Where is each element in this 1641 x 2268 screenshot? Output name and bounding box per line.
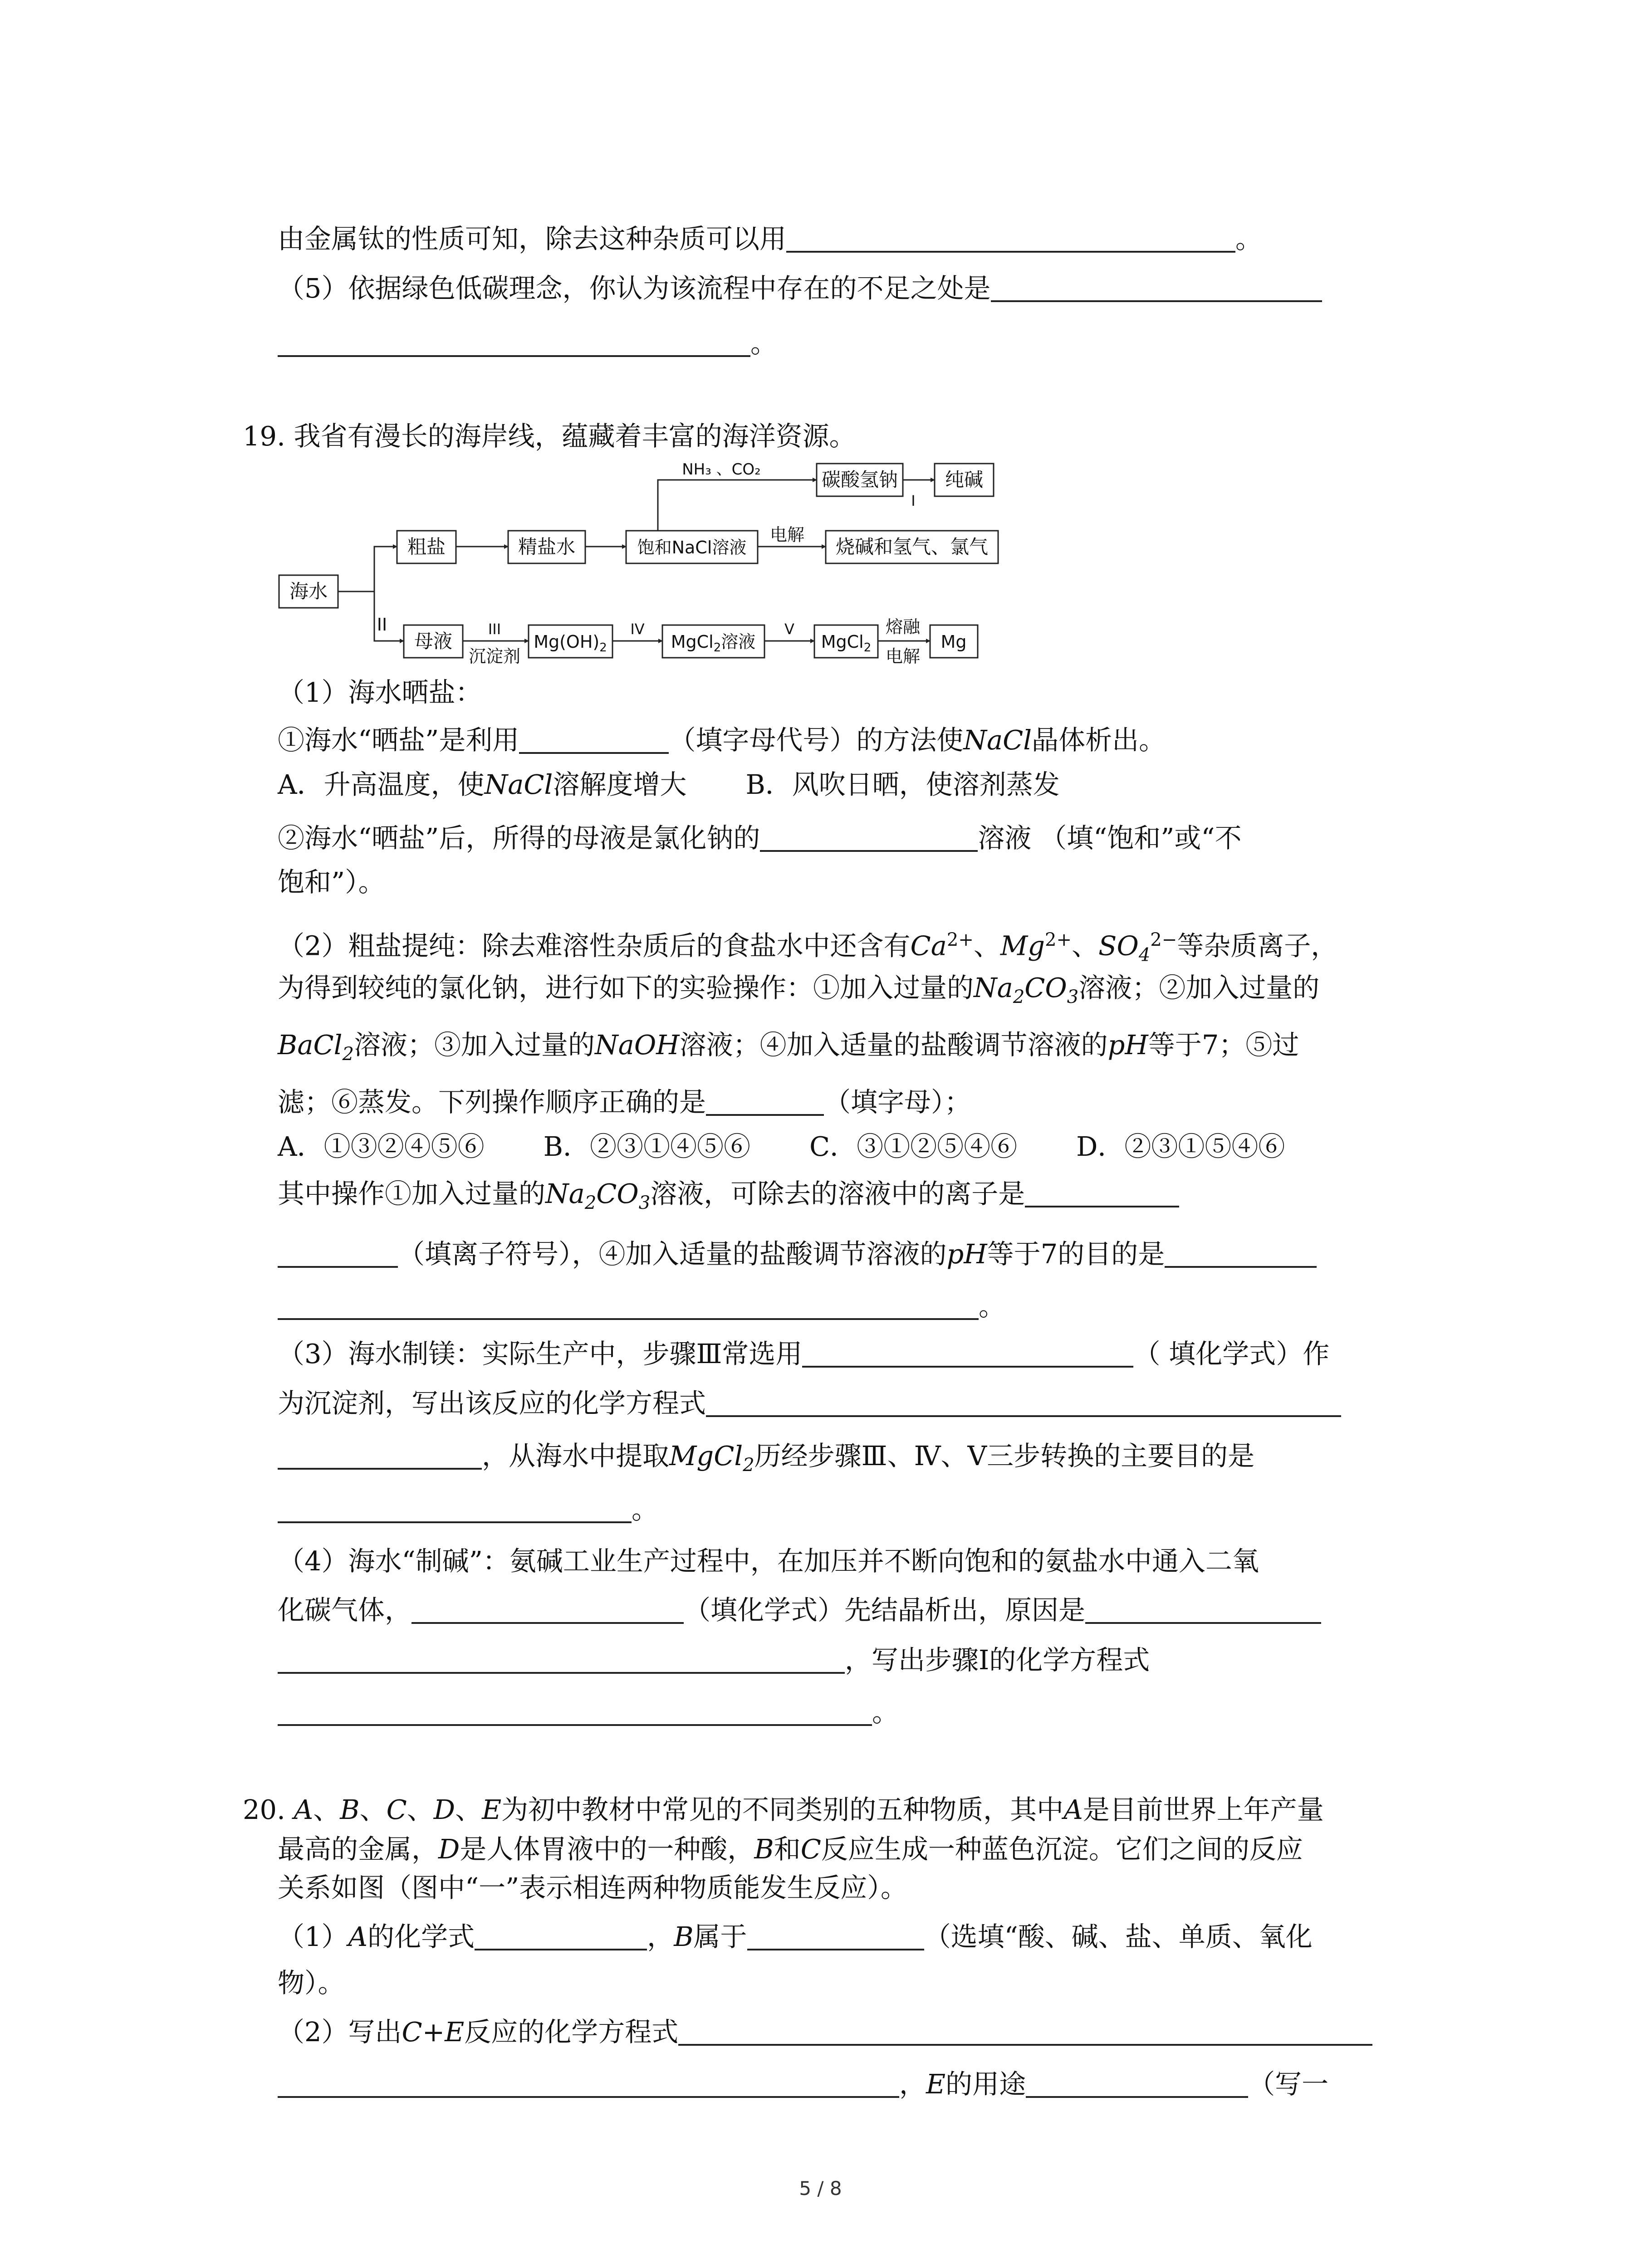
page-number: 5 / 8 <box>799 2177 842 2200</box>
label-step-2: II <box>377 615 387 635</box>
q20-line-3: 关系如图（图中“一”表示相连两种物质能发生反应）。 <box>278 1872 907 1903</box>
seawater-flow-diagram <box>277 458 1025 671</box>
q19-p1-q1: ①海水“晒盐”是利用 （填字母代号）的方法使NaCl晶体析出。 <box>278 724 1166 756</box>
option-b: B．风吹日晒，使溶剂蒸发 <box>745 769 1060 800</box>
answer-blank[interactable] <box>278 1440 482 1470</box>
option-b: B．②③①④⑤⑥ <box>543 1131 750 1162</box>
q19-p2-line-1: （2）粗盐提纯：除去难溶性杂质后的食盐水中还含有$Ca^{2+}$、$Mg^{2+}$、$SO_4^{2-}$等杂质离子， <box>278 929 1338 966</box>
label-saturated-nacl: 饱和NaCl溶液 <box>637 538 747 557</box>
answer-blank[interactable] <box>747 1921 924 1950</box>
answer-blank[interactable] <box>1165 1238 1317 1268</box>
q19-p3-line-3: ，从海水中提取MgCl$_2$历经步骤Ⅲ、Ⅳ、Ⅴ三步转换的主要目的是 <box>278 1438 1254 1483</box>
option-a: A．升高温度，使NaCl溶解度增大 <box>278 769 687 800</box>
answer-blank[interactable] <box>278 1290 979 1320</box>
answer-blank[interactable] <box>475 1921 647 1950</box>
label-mg: Mg <box>941 632 967 652</box>
label-melt: 熔融 <box>885 617 921 637</box>
q18-line-2 <box>278 270 1322 307</box>
answer-blank[interactable] <box>678 2016 1372 2046</box>
q18-text: 由金属钛的性质可知，除去这种杂质可以用 <box>278 223 787 254</box>
label-brine: 精盐水 <box>518 536 576 558</box>
option-a: A．①③②④⑤⑥ <box>278 1131 485 1162</box>
answer-blank[interactable] <box>278 1644 845 1674</box>
label-step-3: III <box>488 621 501 638</box>
label-bicarbonate: 碳酸氢钠 <box>821 469 898 491</box>
q19-p2-line-8: 。 <box>278 1288 1005 1325</box>
answer-blank[interactable] <box>706 1086 824 1116</box>
label-crude-salt: 粗盐 <box>407 536 446 558</box>
q18-sub-5: （5）依据绿色低碳理念，你认为该流程中存在的不足之处是 <box>278 273 991 304</box>
q19-p4-line-2: 化碳气体， （填化学式）先结晶析出，原因是 <box>278 1592 1321 1628</box>
answer-blank[interactable] <box>278 327 750 357</box>
answer-blank[interactable] <box>278 1696 872 1726</box>
q19-p2-line-3: BaCl$_2$溶液；③加入过量的NaOH溶液；④加入适量的盐酸调节溶液的pH等于7；⑤过 <box>278 1029 1299 1065</box>
q19-p1-options <box>278 767 1060 803</box>
q19-p4-line-1: （4）海水“制碱”：氨碱工业生产过程中，在加压并不断向饱和的氨盐水中通入二氧 <box>278 1545 1259 1577</box>
label-mgcl2-solution: MgCl$_2$溶液 <box>671 632 756 655</box>
q20-p2-line-1: （2）写出C+E反应的化学方程式 <box>278 2014 1372 2050</box>
answer-blank[interactable] <box>278 2068 899 2098</box>
q19-p3-line-2: 为沉淀剂，写出该反应的化学方程式 <box>278 1385 1341 1422</box>
q20-p1-line-2: 物）。 <box>278 1967 345 1999</box>
q19-p2-line-4: 滤；⑥蒸发。下列操作顺序正确的是 （填字母）； <box>278 1086 971 1118</box>
answer-blank[interactable] <box>278 1238 398 1268</box>
answer-blank[interactable] <box>278 1493 632 1523</box>
label-seawater: 海水 <box>289 580 328 602</box>
label-step-5: V <box>784 621 794 638</box>
q18-line-3: 。 <box>278 325 777 362</box>
q19-p2-options <box>278 1129 1285 1165</box>
answer-blank[interactable] <box>1085 1594 1321 1624</box>
q19-p1-q2: ②海水“晒盐”后，所得的母液是氯化钠的 溶液 （填“饱和”或“不 <box>278 822 1242 854</box>
answer-blank[interactable] <box>519 724 669 754</box>
q20-p1-line-1: （1）A的化学式 ，B属于 （选填“酸、碱、盐、单质、氧化 <box>278 1921 1313 1952</box>
q19-p2-line-2: 为得到较纯的氯化钠，进行如下的实验操作：①加入过量的$Na_2CO_3$溶液；②加入过量的 <box>278 972 1320 1007</box>
q20-p2-line-2: ，E的用途 （写一 <box>278 2066 1328 2102</box>
q19-p2-line-6: 其中操作①加入过量的$Na_2CO_3$溶液，可除去的溶液中的离子是 <box>278 1176 1179 1221</box>
label-nh3-co2: NH₃ 、CO₂ <box>682 460 761 479</box>
label-mgoh2: $Mg(OH)_2$ <box>534 632 607 655</box>
answer-blank[interactable] <box>1026 2068 1248 2098</box>
q19-p4-line-4: 。 <box>278 1694 899 1730</box>
answer-blank[interactable] <box>802 1338 1133 1368</box>
q19-p3-line-1: （3）海水制镁：实际生产中，步骤Ⅲ常选用 （ 填化学式）作 <box>278 1338 1330 1369</box>
label-melt-electrolysis: 电解 <box>885 646 921 666</box>
q19-p1-q2-cont: 饱和”）。 <box>278 866 385 898</box>
label-mother-liquor: 母液 <box>414 630 453 652</box>
q18-line-1: 由金属钛的性质可知，除去这种杂质可以用 。 <box>278 223 1263 254</box>
label-precipitant: 沉淀剂 <box>468 646 521 666</box>
answer-blank[interactable] <box>706 1387 1341 1417</box>
label-soda: 纯碱 <box>945 469 984 491</box>
label-electrolysis: 电解 <box>769 525 805 545</box>
q20-line-1: 20. A、B、C、D、E为初中教材中常见的不同类别的五种物质，其中A是目前世界上年产量 <box>243 1794 1324 1825</box>
option-c: C．③①②⑤④⑥ <box>809 1131 1018 1162</box>
answer-blank[interactable] <box>760 822 978 852</box>
q19-p1-title: （1）海水晒盐： <box>278 677 482 708</box>
q20-line-2: 最高的金属，D是人体胃液中的一种酸，B和C反应生成一种蓝色沉淀。它们之间的反应 <box>278 1833 1303 1865</box>
answer-blank[interactable] <box>1025 1178 1179 1207</box>
answer-blank[interactable] <box>411 1594 684 1624</box>
label-mgcl2: MgCl$_2$ <box>821 632 872 655</box>
q19-p4-line-3: ，写出步骤Ⅰ的化学方程式 <box>278 1642 1150 1678</box>
label-caustic-soda: 烧碱和氢气、氯气 <box>835 536 989 558</box>
answer-blank[interactable] <box>991 272 1322 302</box>
q19-p2-line-7: （填离子符号），④加入适量的盐酸调节溶液的pH等于7的目的是 <box>278 1236 1317 1272</box>
label-step-4: IV <box>630 621 645 638</box>
label-step-1: I <box>911 492 916 509</box>
q19-intro: 19. 我省有漫长的海岸线，蕴藏着丰富的海洋资源。 <box>243 420 856 452</box>
answer-blank[interactable] <box>786 223 1235 253</box>
option-d: D．②③①⑤④⑥ <box>1076 1131 1285 1162</box>
q19-p3-line-4: 。 <box>278 1491 658 1528</box>
